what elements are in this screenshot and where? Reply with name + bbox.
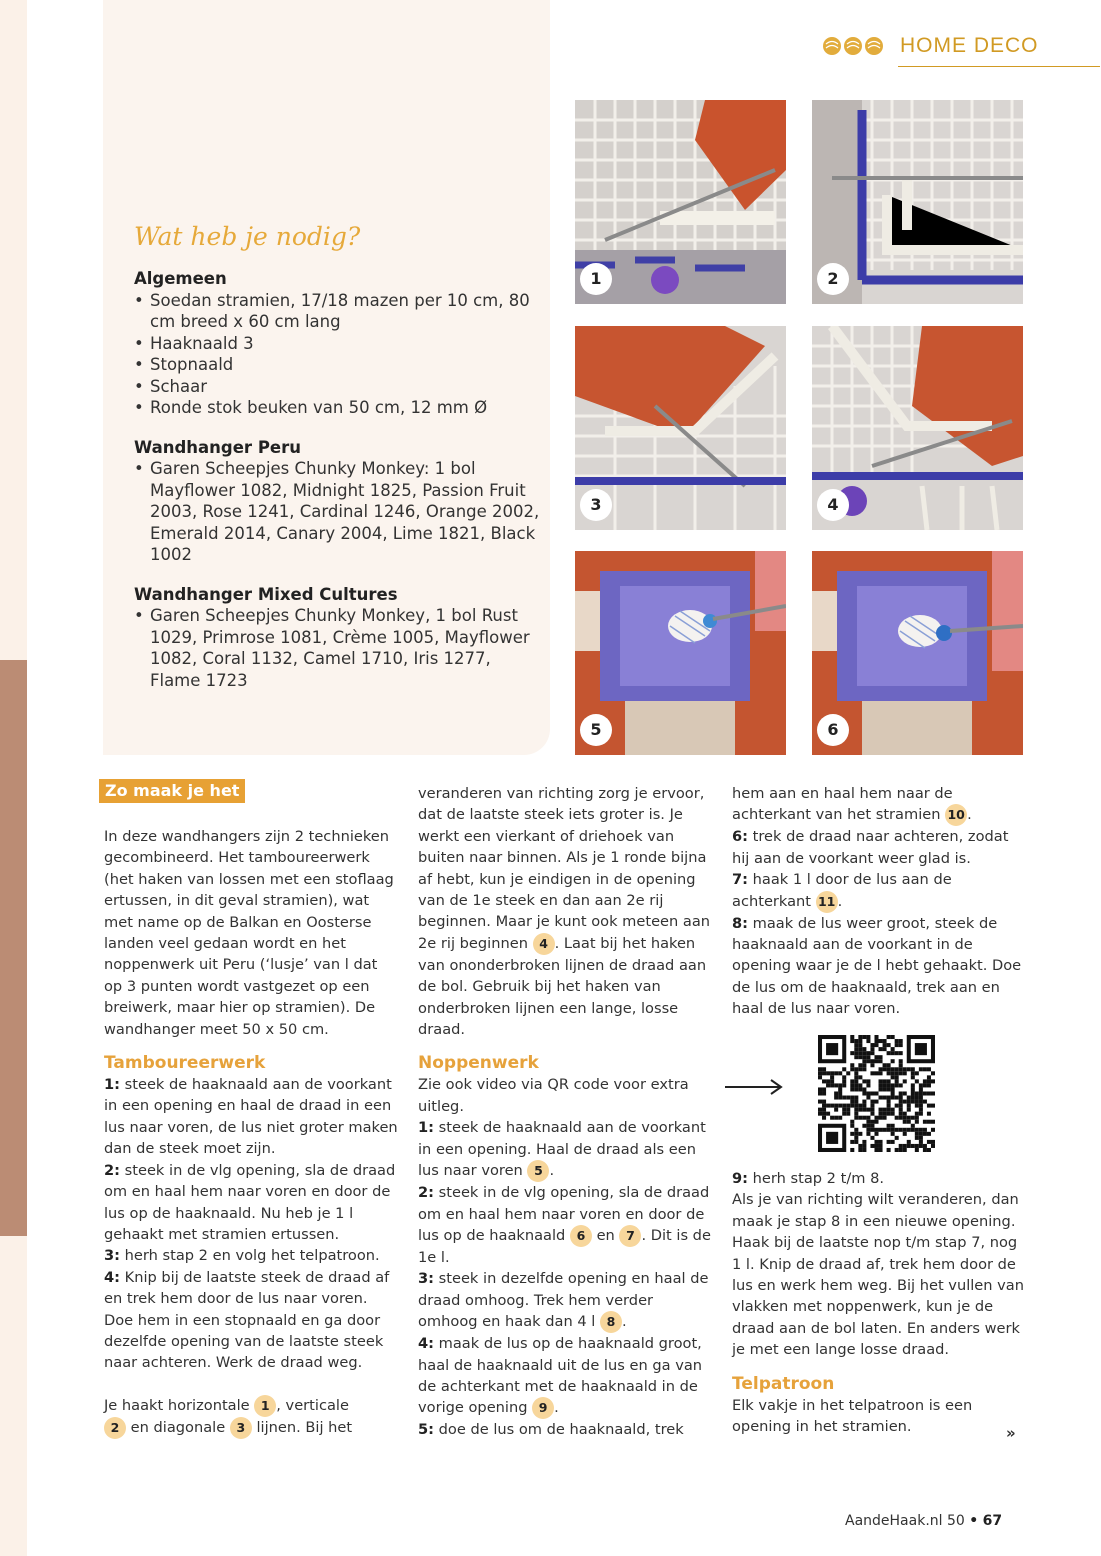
left-edge-accent xyxy=(0,660,27,1236)
step-photo-4 xyxy=(812,326,1023,530)
list-item: • Haaknaald 3 xyxy=(134,333,544,355)
general-heading: Algemeen xyxy=(134,269,227,288)
ref-badge: 5 xyxy=(527,1160,549,1182)
section-label: HOME DECO xyxy=(900,34,1039,57)
arrow-right-icon xyxy=(725,1077,785,1097)
page-number: 67 xyxy=(982,1513,1003,1529)
column-3 xyxy=(732,783,1022,1020)
ref-badge: 4 xyxy=(533,933,555,955)
direction-text: veranderen van richting zorg je ervoor, dat de laatste steek iets groter is. Je werkt een vierkant of driehoek van buiten naar binnen. Als je 1 ronde bijna af hebt, kun je eindigen in de opening van de 1e steek en dan aan 2e rij beginnen. Maar je kunt ook meteen aan 2e rij beginnen 4 . Laat bij het haken van ononderbroken lijnen de draad aan de bol. Gebruik bij het haken van onderbroken lijnen een lange, losse draad. xyxy=(418,785,711,1039)
column-1 xyxy=(104,826,400,1439)
step-photo-2 xyxy=(812,100,1023,304)
ref-badge: 1 xyxy=(254,1395,276,1417)
step-t1: 1: steek de haaknaald aan de voorkant in een opening en haal de draad in een lus naar voren, de lus niet groter maken dan de steek moet zijn. xyxy=(104,1076,398,1158)
photo-badge: 6 xyxy=(817,714,849,746)
photo-badge: 4 xyxy=(817,489,849,521)
materials-list xyxy=(134,268,544,709)
footer-site: AandeHaak.nl 50 xyxy=(845,1513,965,1529)
list-item: • Garen Scheepjes Chunky Monkey: 1 bol Mayflower 1082, Midnight 1825, Passion Fruit 2003, Rose 1241, Cardinal 1246, Orange 2002, Emerald 2014, Canary 2004, Lime 1821, Black 1002 xyxy=(134,458,544,566)
step-n5: 5: doe de lus om de haaknaald, trek xyxy=(418,1421,684,1439)
list-item: • Garen Scheepjes Chunky Monkey, 1 bol Rust 1029, Primrose 1081, Crème 1005, Mayflower 1082, Coral 1132, Camel 1710, Iris 1277, Flame 1723 xyxy=(134,605,544,691)
step-photo-3 xyxy=(575,326,786,530)
mixed-heading: Wandhanger Mixed Cultures xyxy=(134,584,398,604)
step-photo-5 xyxy=(575,551,786,755)
list-item: • Ronde stok beuken van 50 cm, 12 mm Ø xyxy=(134,397,544,419)
ref-badge: 11 xyxy=(816,891,838,913)
intro-text: In deze wandhangers zijn 2 technieken gecombineerd. Het tamboureerwerk (het haken van lossen met een stoflaag ertussen, in dit geval stramien), wat met name op de Balkan en Oosterse landen veel gedaan wordt en het noppenwerk uit Peru (‘lusje’ van l dat op 3 punten wordt vastgezet op een breiwerk, maar hier op stramien). De wandhanger meet 50 x 50 cm. xyxy=(104,828,394,1038)
peru-list xyxy=(134,458,544,566)
nop-title: Noppenwerk xyxy=(418,1053,539,1074)
how-to-tag: Zo maak je het xyxy=(99,779,245,803)
ref-badge: 2 xyxy=(104,1417,126,1439)
ref-badge: 9 xyxy=(532,1397,554,1419)
nop-intro: Zie ook video via QR code voor extra uitleg. xyxy=(418,1076,689,1115)
continue-arrow-icon: » xyxy=(1006,1424,1016,1442)
step-t2: 2: steek in de vlg opening, sla de draad om en haal hem naar voren en door de lus op de haaknaald. Nu heb je 1 l gehaakt met stramien ertussen. xyxy=(104,1161,396,1243)
lines-text: Je haakt horizontale 1 , verticale 2 en diagonale 3 lijnen. Bij het xyxy=(104,1395,400,1439)
step-n7: 7: haak 1 l door de lus aan de achterkant 11 . xyxy=(732,869,1022,912)
ref-badge: 7 xyxy=(619,1225,641,1247)
footer-bullet: • xyxy=(969,1513,979,1529)
direction-change-text: Als je van richting wilt veranderen, dan maak je stap 8 in een nieuwe opening. Haak bij de laatste nop t/m stap 7, nog 1 l. Knip de draad af, trek hem door de lus en werk hem weg. Bij het vullen van vlakken met noppenwerk, kun je de draad aan de bol laten. En anders werk je met een lange losse draad. xyxy=(732,1191,1024,1359)
step-t3: 3: herh stap 2 en volg het telpatroon. xyxy=(104,1247,380,1265)
qr-code[interactable] xyxy=(818,1035,935,1152)
photo-badge: 3 xyxy=(580,489,612,521)
needs-title: Wat heb je nodig? xyxy=(134,222,361,251)
step-n8: 8: maak de lus weer groot, steek de haaknaald aan de voorkant in de opening waar je de l hebt gehaakt. Doe de lus om de haaknaald, trek aan en haal de lus naar voren. xyxy=(732,914,1022,1018)
step-t4: 4: Knip bij de laatste steek de draad af en trek hem door de lus naar voren. Doe hem in een stopnaald en ga door dezelfde opening van de laatste steek naar achteren. Werk de draad weg. xyxy=(104,1268,390,1372)
step-n5-cont: hem aan en haal hem naar de achterkant van het stramien 10 . xyxy=(732,783,1022,826)
ref-badge: 10 xyxy=(945,804,967,826)
ref-badge: 8 xyxy=(600,1311,622,1333)
header-rule xyxy=(898,66,1100,67)
page-footer xyxy=(845,1513,1002,1529)
step-n6: 6: trek de draad naar achteren, zodat hij aan de voorkant weer glad is. xyxy=(732,828,1009,867)
step-n1: 1: steek de haaknaald aan de voorkant in een opening. Haal de draad als een lus naar voren 5 . xyxy=(418,1117,713,1182)
photo-badge: 5 xyxy=(580,714,612,746)
section-header xyxy=(822,30,1100,68)
ref-badge: 3 xyxy=(230,1417,252,1439)
ref-badge: 6 xyxy=(570,1225,592,1247)
column-2 xyxy=(418,783,713,1441)
tambour-title: Tamboureerwerk xyxy=(104,1053,266,1074)
mixed-list xyxy=(134,605,544,691)
photo-badge: 1 xyxy=(580,263,612,295)
step-photo-6 xyxy=(812,551,1023,755)
list-item: • Soedan stramien, 17/18 mazen per 10 cm, 80 cm breed x 60 cm lang xyxy=(134,290,544,333)
step-n4: 4: maak de lus op de haaknaald groot, haal de haaknaald uit de lus en ga van de achterkant met de haaknaald in de vorige opening 9 . xyxy=(418,1333,713,1419)
list-item: • Stopnaald xyxy=(134,354,544,376)
peru-heading: Wandhanger Peru xyxy=(134,437,301,457)
yarn-balls-icon xyxy=(822,36,892,56)
step-n3: 3: steek in dezelfde opening en haal de draad omhoog. Trek hem verder omhoog en haak dan 4 l 8 . xyxy=(418,1268,713,1333)
column-3-lower xyxy=(732,1168,1024,1437)
step-n9: 9: herh stap 2 t/m 8. xyxy=(732,1170,885,1187)
general-list xyxy=(134,290,544,419)
step-photo-1 xyxy=(575,100,786,304)
photo-badge: 2 xyxy=(817,263,849,295)
step-n2: 2: steek in de vlg opening, sla de draad om en haal hem naar voren en door de lus op de haaknaald 6 en 7 . Dit is de 1e l. xyxy=(418,1184,711,1266)
tel-text: Elk vakje in het telpatroon is een opening in het stramien. xyxy=(732,1396,973,1436)
tel-title: Telpatroon xyxy=(732,1373,835,1394)
list-item: • Schaar xyxy=(134,376,544,398)
